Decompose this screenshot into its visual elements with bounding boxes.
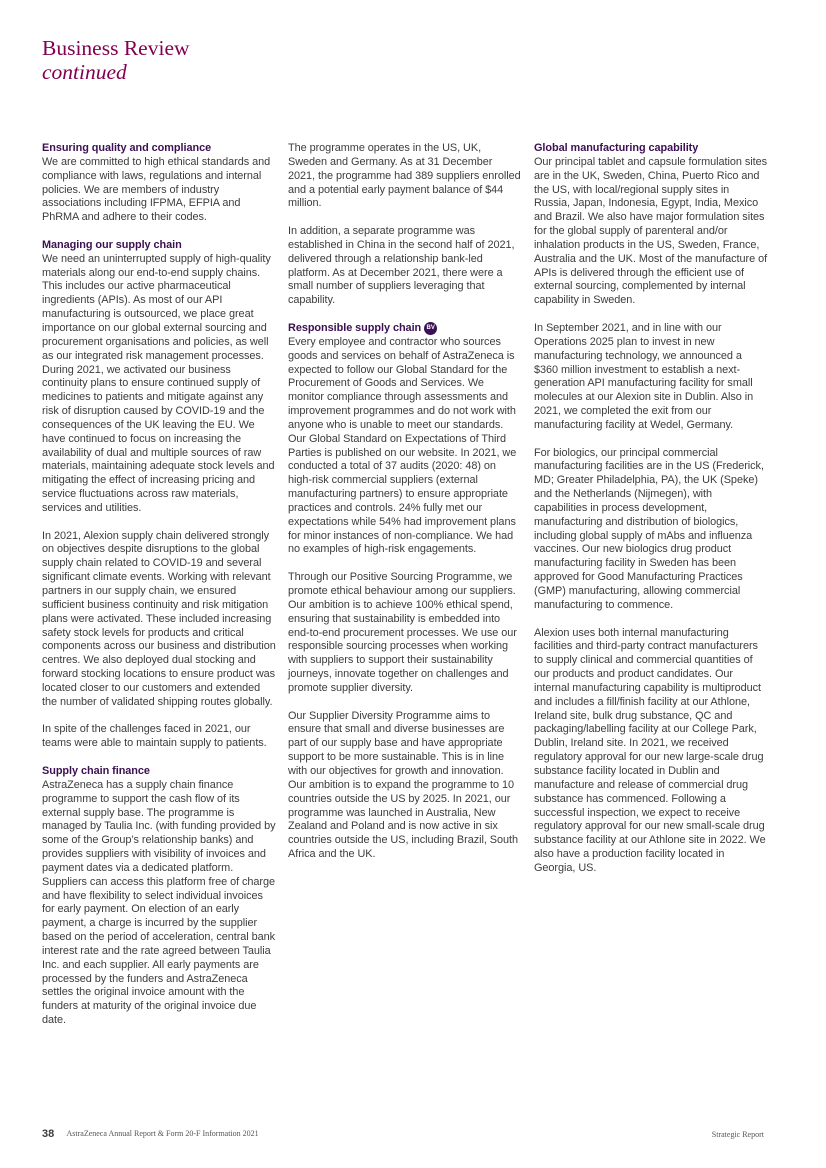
- column-2: [288, 142, 522, 876]
- section-heading-supply-chain: Managing our supply chain: [42, 238, 182, 251]
- supply-paragraph-3: In spite of the challenges faced in 2021, our teams were able to maintain supply to patients.: [42, 723, 267, 750]
- manufacturing-paragraph-2: In September 2021, and in line with our Operations 2025 plan to invest in new manufacturing technology, we announced a $360 million investment to establish a next-generation API manufacturing facility for small molecules at our Alexion site in Dublin. Also in 2021, we completed the exit from our manufacturing facility at Wedel, Germany.: [534, 321, 754, 431]
- finance-paragraph-1: AstraZeneca has a supply chain finance programme to support the cash flow of its external supply base. The programme is managed by Taulia Inc. (with funding provided by some of the Group’s relationship banks) and provides suppliers with visibility of invoices and payment dates via a dedicated platform. Suppliers can access this platform free of charge and have flexibility to select individual invoices for early payment. On election of an early payment, a charge is incurred by the supplier based on the period of acceleration, central bank interest rate and the rate agreed between Taulia Inc. and each supplier. All early payments are processed by the funders and AstraZeneca settles the original invoice amount with the funders at maturity of the original invoice due date.: [42, 778, 276, 1027]
- manufacturing-paragraph-4: Alexion uses both internal manufacturing facilities and third-party contract manufacturers to supply clinical and commercial quantities of our products and product candidates. Our internal manufacturing capability is multiproduct and includes a fill/finish facility at our Athlone, Ireland site, bulk drug substance, QC and packaging/labelling facility at our College Park, Dublin, Ireland site. In 2021, we received regulatory approval for our new large-scale drug substance facility located in Dublin and manufacture and release of commercial drug substance has commenced. Following a successful inspection, we expect to receive regulatory approval for our new small-scale drug substance facility at our Athlone site in 2022. We also have a production facility located in Georgia, US.: [534, 626, 766, 874]
- page-header: [42, 36, 190, 84]
- page-title: Business Review: [42, 36, 190, 60]
- supply-paragraph-2: In 2021, Alexion supply chain delivered strongly on objectives despite disruptions to the global supply chain related to COVID-19 and several significant climate events. Working with relevant partners in our supply chain, we ensured sufficient business continuity and risk mitigation plans were activated. These included increasing safety stock levels for products and critical components across our business and distribution centres. We also deployed dual stocking and forward stocking locations to ensure product was located closer to our customers and extended the number of validated shipping routes globally.: [42, 529, 276, 708]
- page-footer: [42, 1128, 764, 1140]
- section-heading-finance: Supply chain finance: [42, 764, 150, 777]
- report-name: AstraZeneca Annual Report & Form 20-F Information 2021: [66, 1129, 259, 1138]
- section-heading-quality: Ensuring quality and compliance: [42, 142, 212, 154]
- section-name: Strategic Report: [711, 1130, 764, 1139]
- page-number: 38: [42, 1128, 55, 1140]
- responsible-heading-text: Responsible supply chain: [288, 321, 422, 334]
- responsible-paragraph-2: Through our Positive Sourcing Programme, we promote ethical behaviour among our suppliers. Our ambition is to achieve 100% ethical spend, ensuring that sustainability is embedded into end-to-end procurement processes. We use our responsible sourcing processes when working with suppliers to support their sustainability journeys, innovate together on challenges and promote supplier diversity.: [288, 571, 517, 694]
- finance-paragraph-2: The programme operates in the US, UK, Sweden and Germany. As at 31 December 2021, the programme had 389 suppliers enrolled and a potential early payment balance of $44 million.: [288, 142, 521, 210]
- page-subtitle: continued: [42, 60, 127, 84]
- supply-paragraph-1: We need an uninterrupted supply of high-quality materials along our end-to-end supply chains. This includes our active pharmaceutical ingredients (APIs). As most of our API manufacturing is outsourced, we place great importance on our global external sourcing and procurement organisations and policies, as well as our integrated risk management processes. During 2021, we activated our business continuity plans to ensure continued supply of medicines to patients and mitigate against any risk of disruption caused by COVID-19 and the consequences of the UK leaving the EU. We have continued to focus on increasing the availability of dual and multiple sources of raw materials, maintaining adequate stock levels and mitigating the effect of increasing pricing and service fluctuations across raw materials, services and utilities.: [42, 252, 275, 514]
- column-1: [42, 142, 276, 1042]
- responsible-paragraph-3: Our Supplier Diversity Programme aims to ensure that small and diverse businesses are part of our supply base and have appropriate support to be more sustainable. This is in line with our objectives for growth and innovation. Our ambition is to expand the programme to 10 countries outside the US by 2025. In 2021, our programme was launched in Australia, New Zealand and Poland and is now active in six countries outside the US, including Brazil, South Africa and the UK.: [288, 709, 519, 861]
- manufacturing-paragraph-3: For biologics, our principal commercial manufacturing facilities are in the US (Frederick, MD; Greater Philadelphia, PA), the UK (Speke) and the Netherlands (Nijmegen), with capabilities in process development, manufacturing and distribution of biologics, including global supply of mAbs and influenza vaccines. Our new biologics drug product manufacturing facility in Sweden has been approved for Good Manufacturing Practices (GMP) manufacturing, allowing commercial manufacturing to commence.: [534, 446, 764, 611]
- section-heading-manufacturing: Global manufacturing capability: [534, 142, 699, 154]
- responsible-paragraph-1: Every employee and contractor who sources goods and services on behalf of AstraZeneca is expected to follow our Global Standard for the Procurement of Goods and Services. We monitor compliance through assessments and improvement programmes and do not work with anyone who is unable to meet our standards. Our Global Standard on Expectations of Third Parties is published on our website. In 2021, we conducted a total of 37 audits (2020: 48) on high-risk commercial suppliers (external manufacturing partners) to ensure appropriate practices and controls. 24% fully met our expectations while 54% had improvement plans for minor instances of non-compliance. We had no examples of high-risk engagements.: [288, 335, 517, 556]
- column-3: [534, 142, 768, 890]
- finance-paragraph-3: In addition, a separate programme was established in China in the second half of 2021, delivered through a relationship bank-led platform. As at December 2021, there were a small number of suppliers leveraging that capability.: [288, 225, 515, 307]
- section-heading-responsible: [288, 322, 522, 336]
- bv-badge-icon: BV: [424, 322, 437, 335]
- quality-paragraph-1: We are committed to high ethical standards and compliance with laws, regulations and internal policies. We are members of industry associations including IFPMA, EFPIA and PhRMA and adhere to their codes.: [42, 155, 271, 224]
- manufacturing-paragraph-1: Our principal tablet and capsule formulation sites are in the UK, Sweden, China, Puerto Rico and the US, with local/regional supply sites in Russia, Japan, Indonesia, Egypt, India, Mexico and Brazil. We also have major formulation sites for the global supply of parenteral and/or inhalation products in the US, Sweden, France, Australia and the UK. Most of the manufacture of APIs is delivered through the efficient use of external sourcing, complemented by internal capability in Sweden.: [534, 155, 768, 307]
